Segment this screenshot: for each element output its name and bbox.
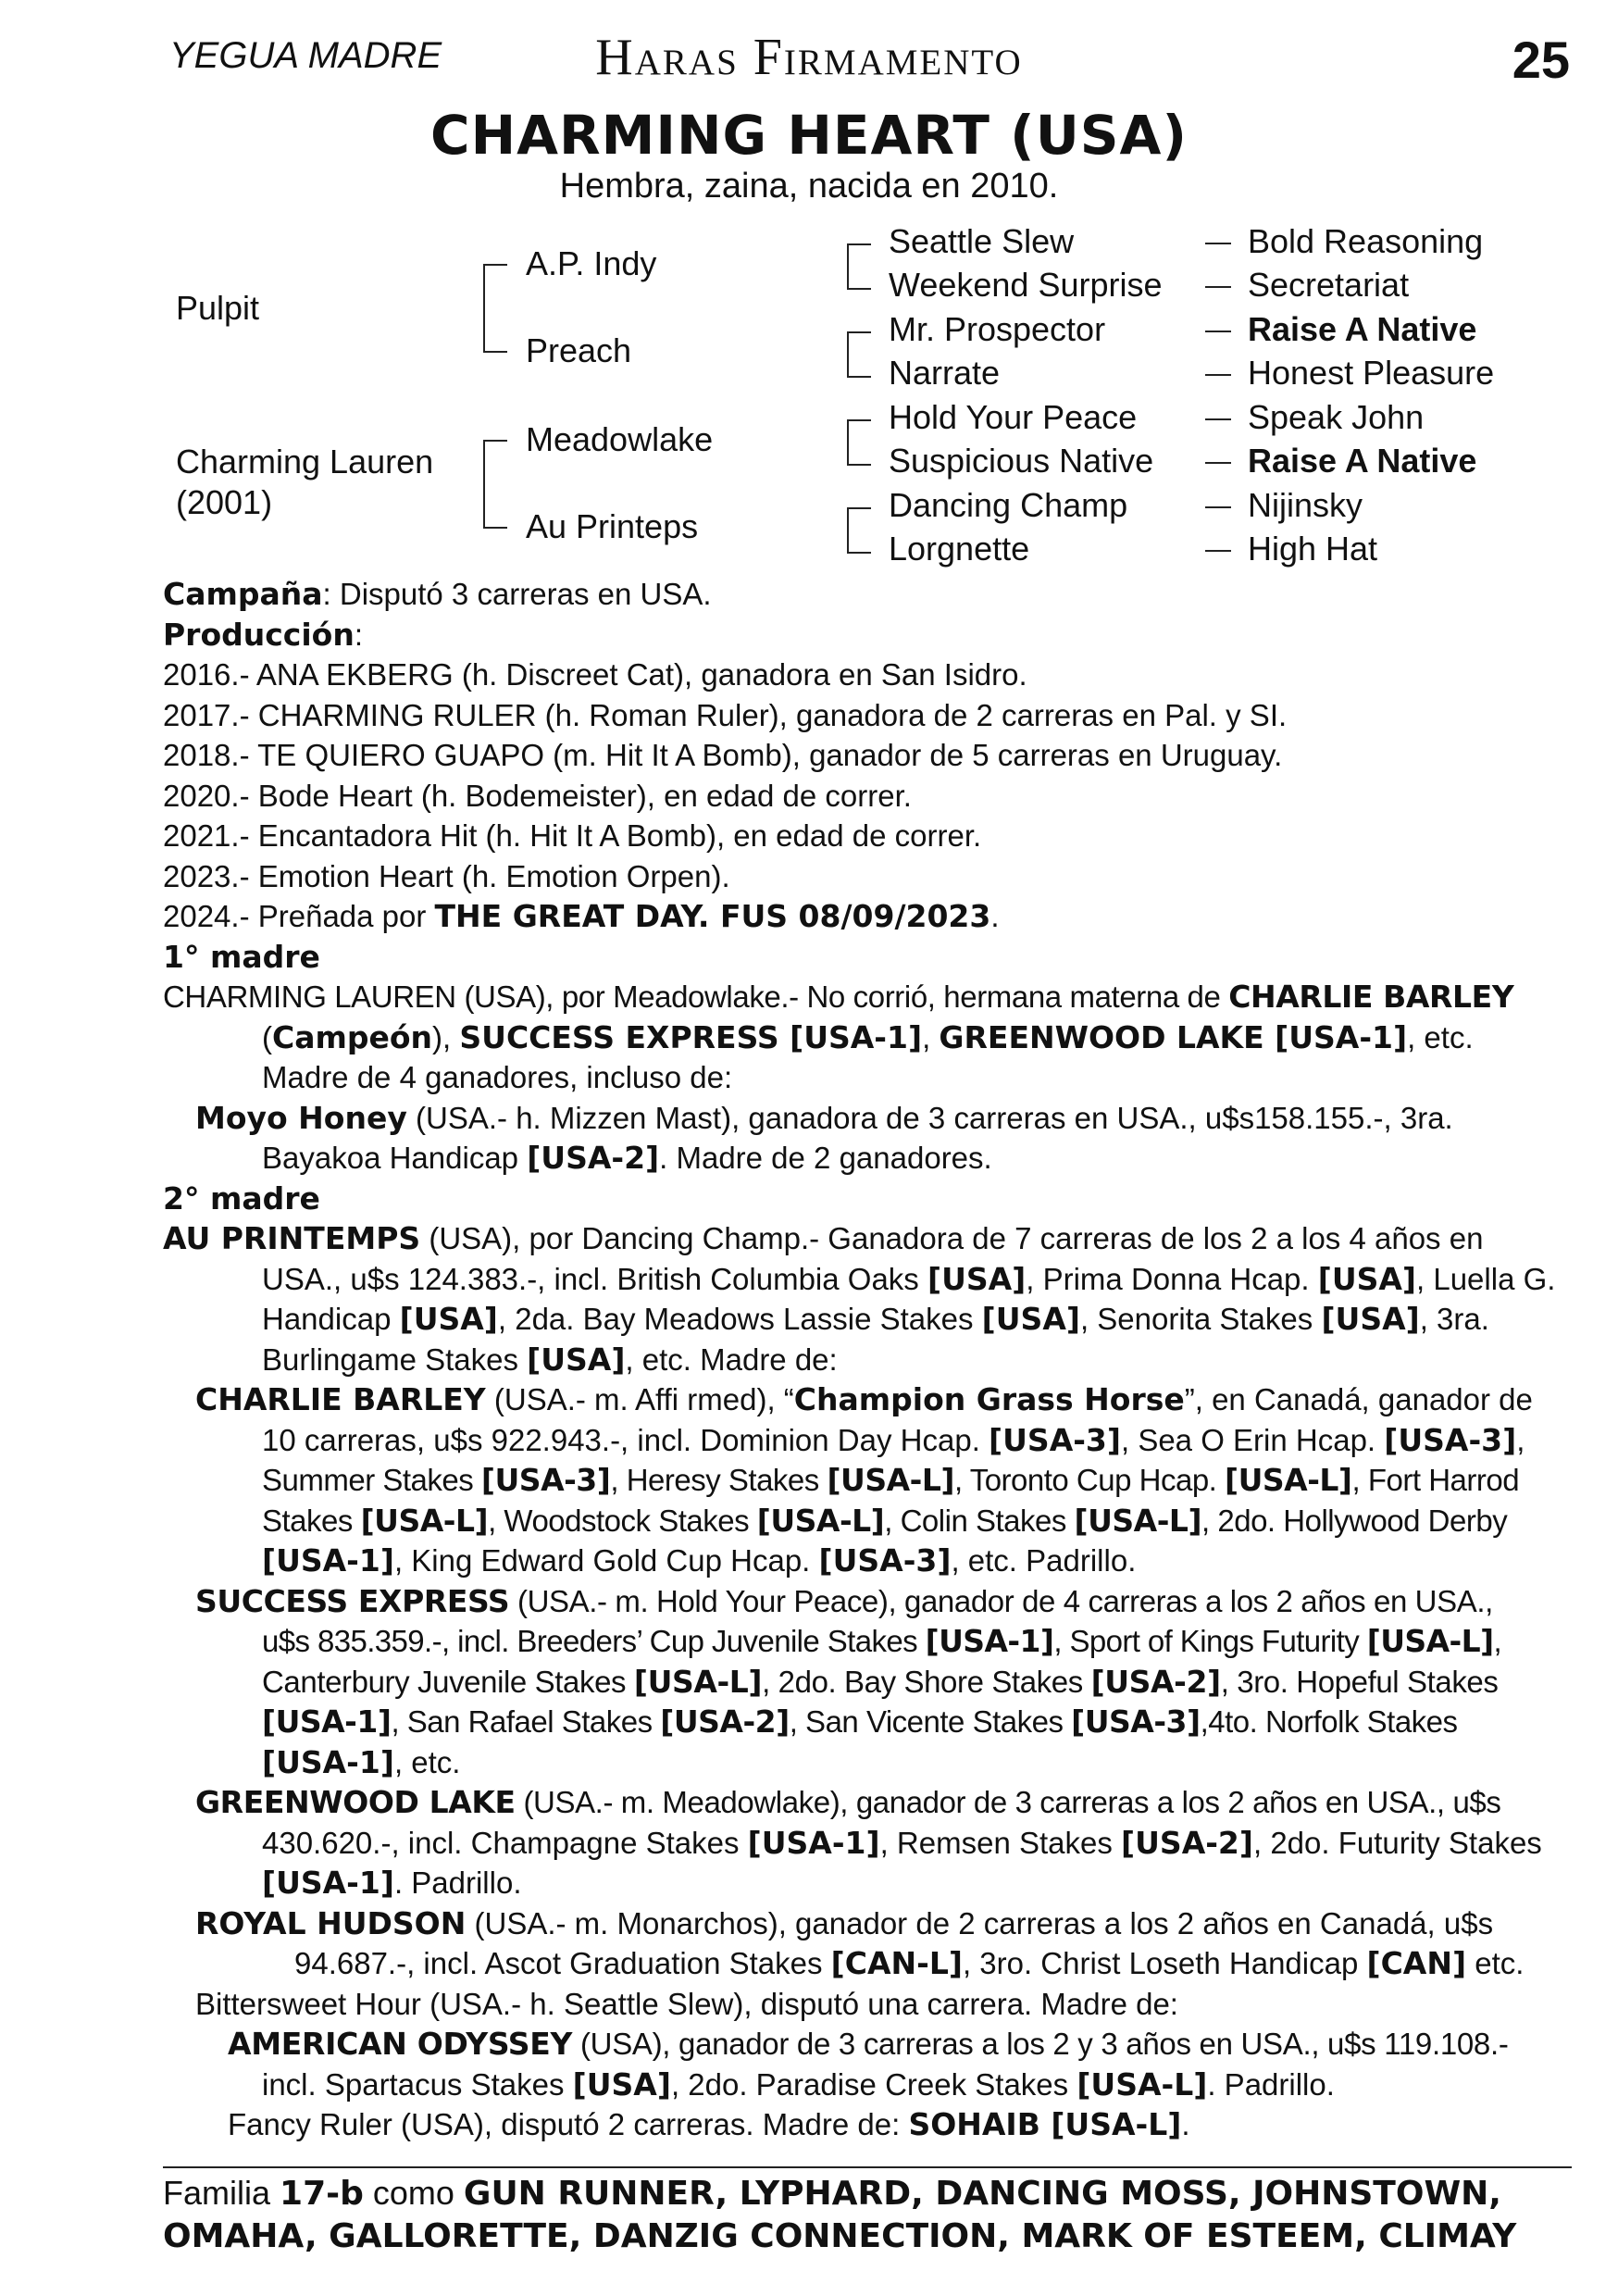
pedigree-bracket — [483, 264, 507, 353]
text: , 2do. Futurity Stakes — [1252, 1825, 1542, 1860]
text: Summer Stakes — [262, 1463, 481, 1497]
footer-line: OMAHA, GALLORETTE, DANZIG CONNECTION, MARK OF ESTEEM, CLIMAY — [163, 2217, 1517, 2255]
text: ( — [262, 1019, 272, 1054]
category-label: YEGUA MADRE — [169, 35, 442, 76]
bold-text: [USA-L] — [1074, 1502, 1202, 1539]
text-line — [163, 1340, 1579, 1380]
text: ,4to. Norfolk Stakes — [1200, 1704, 1458, 1739]
text-line — [163, 1702, 1579, 1742]
pedigree-g3: Narrate — [889, 354, 1001, 392]
bold-text: [CAN-L] — [830, 1945, 963, 1981]
pedigree-g3: Weekend Surprise — [889, 266, 1163, 304]
bold-text: [USA] — [572, 2065, 671, 2103]
bold-text: ROYAL HUDSON — [195, 1904, 467, 1941]
pedigree-dash — [1205, 286, 1231, 288]
text: (USA), por Dancing Champ.- Ganadora de 7 carreras de los 2 a los 4 años en — [420, 1221, 1484, 1255]
text: ”, en Canadá, ganador de — [1184, 1382, 1533, 1416]
text: , Fort Harrod — [1351, 1463, 1520, 1497]
text-line: Bittersweet Hour (USA.- h. Seattle Slew), disputó una carrera. Madre de: — [195, 1986, 1178, 2021]
bold-text: [USA] — [1321, 1301, 1420, 1337]
text: . Padrillo. — [393, 1866, 522, 1900]
text: , Heresy Stakes — [610, 1463, 828, 1497]
bold-text: AMERICAN ODYSSEY — [228, 2026, 573, 2062]
pedigree-g3: Hold Your Peace — [889, 398, 1138, 436]
text: , Remsen Stakes — [879, 1825, 1122, 1860]
bold-text: [USA-3] — [989, 1421, 1121, 1458]
bold-text: [USA-L] — [360, 1502, 489, 1539]
bold-text: [USA-3] — [1071, 1703, 1201, 1740]
pedigree-dash — [1205, 418, 1231, 420]
text-line — [163, 2104, 1579, 2145]
pedigree-dash — [1205, 462, 1231, 464]
bold-text: [USA-L] — [633, 1663, 763, 1700]
horse-description: Hembra, zaina, nacida en 2010. — [559, 167, 1059, 206]
bold-text: [USA-L] — [1366, 1623, 1494, 1659]
bold-text: [CAN] — [1366, 1945, 1467, 1981]
text: 10 carreras, u$s 922.943.-, incl. Dominion Day Hcap. — [262, 1422, 989, 1457]
text-line — [163, 1782, 1579, 1823]
bold-text: [USA-1] — [747, 1824, 880, 1861]
text: . — [1181, 2107, 1190, 2141]
production-item: 2021.- Encantadora Hit (h. Hit It A Bomb), en edad de correr. — [163, 818, 982, 853]
bold-text: [USA-1] — [262, 1542, 394, 1578]
text: , — [1516, 1422, 1525, 1457]
pedigree-g3: Dancing Champ — [889, 486, 1128, 524]
text-line — [163, 1420, 1579, 1461]
pedigree-g3: Mr. Prospector — [889, 310, 1106, 348]
production-item: 2023.- Emotion Heart (h. Emotion Orpen). — [163, 858, 730, 893]
text: . Madre de 2 ganadores. — [659, 1141, 992, 1175]
second-dam-heading: 2° madre — [163, 1179, 320, 1217]
text: (USA.- h. Mizzen Mast), ganadora de 3 carreras en USA., u$s158.155.-, 3ra. — [406, 1100, 1453, 1135]
text: , etc. — [393, 1744, 461, 1779]
text-line — [163, 1460, 1579, 1501]
pedigree-dash — [1205, 550, 1231, 552]
pedigree-g4: Bold Reasoning — [1248, 222, 1484, 260]
text: , Colin Stakes — [884, 1503, 1075, 1538]
pedigree-g4: Nijinsky — [1248, 486, 1363, 524]
footer-divider — [163, 2166, 1572, 2168]
bold-text: [USA-3] — [1384, 1421, 1517, 1458]
text: USA., u$s 124.383.-, incl. British Columbia Oaks — [262, 1261, 927, 1296]
text-line — [163, 1138, 1579, 1179]
pedigree-g4: Raise A Native — [1248, 310, 1477, 348]
text: Burlingame Stakes — [262, 1341, 528, 1377]
text: , etc. Padrillo. — [951, 1543, 1137, 1578]
text: , Woodstock Stakes — [488, 1503, 757, 1538]
text: , Sea O Erin Hcap. — [1120, 1422, 1385, 1457]
bold-text: [USA] — [527, 1341, 626, 1378]
bold-text: [USA] — [927, 1260, 1027, 1297]
bold-text: [USA-2] — [1090, 1663, 1221, 1700]
text: , San Vicente Stakes — [789, 1704, 1072, 1739]
text-line — [163, 1581, 1579, 1622]
pedigree-g2: Meadowlake — [526, 420, 714, 458]
production-item: 2018.- TE QUIERO GUAPO (m. Hit It A Bomb), ganador de 5 carreras en Uruguay. — [163, 738, 1283, 772]
text-line — [163, 2065, 1579, 2105]
bold-text: [USA-L] — [1077, 2065, 1208, 2103]
text: Fancy Ruler (USA), disputó 2 carreras. Madre de: — [228, 2107, 909, 2141]
text-line — [163, 1017, 1579, 1058]
pedigree-dam: Charming Lauren — [176, 443, 434, 480]
bold-text: Moyo Honey — [195, 1099, 407, 1136]
text: , 2do. Hollywood Derby — [1201, 1503, 1508, 1538]
text: , 2do. Paradise Creek Stakes — [670, 2066, 1077, 2102]
bold-text: Campeón — [272, 1018, 433, 1055]
text: (USA.- m. Affi rmed), “ — [485, 1382, 794, 1416]
bold-text: [USA-1] — [262, 1743, 394, 1780]
text: , Prima Donna Hcap. — [1026, 1261, 1318, 1296]
text: etc. — [1466, 1946, 1525, 1980]
text: (USA.- m. Monarchos), ganador de 2 carreras a los 2 años en Canadá, u$s — [466, 1905, 1494, 1940]
pedigree-dash — [1205, 331, 1231, 332]
bold-text: GUN RUNNER, LYPHARD, DANCING MOSS, JOHNSTOWN, — [463, 2175, 1501, 2213]
bold-text: THE GREAT DAY. FUS 08/09/2023 — [434, 898, 991, 934]
bold-text: [USA-1] — [925, 1623, 1054, 1659]
text-line — [163, 2024, 1579, 2065]
pedigree-g4: Secretariat — [1248, 266, 1410, 304]
text: 94.687.-, incl. Ascot Graduation Stakes — [294, 1946, 831, 1980]
text-line — [163, 1098, 1579, 1139]
text: , 3ro. Christ Loseth Handicap — [962, 1946, 1367, 1980]
pedigree-bracket — [847, 243, 871, 290]
text-line — [163, 1903, 1579, 1944]
pedigree-dash — [1205, 243, 1231, 244]
text: , — [922, 1019, 940, 1054]
bold-text: Champion Grass Horse — [793, 1381, 1185, 1417]
text-line — [163, 1501, 1579, 1541]
text-line — [163, 1863, 1579, 1903]
bold-text: AU PRINTEMPS — [163, 1220, 421, 1256]
production-item: 2017.- CHARMING RULER (h. Roman Ruler), ganadora de 2 carreras en Pal. y SI. — [163, 697, 1288, 732]
text: u$s 835.359.-, incl. Breeders’ Cup Juvenile Stakes — [262, 1624, 926, 1658]
bold-text: SOHAIB [USA-L] — [908, 2106, 1182, 2142]
bold-text: [USA-L] — [756, 1502, 885, 1539]
pedigree-bracket — [847, 507, 871, 554]
text-line — [163, 1943, 1579, 1984]
pedigree-g3: Seattle Slew — [889, 222, 1075, 260]
production-item: 2020.- Bode Heart (h. Bodemeister), en edad de correr. — [163, 778, 912, 813]
pedigree-g4: High Hat — [1248, 530, 1378, 568]
text: , 2do. Bay Shore Stakes — [762, 1664, 1091, 1699]
bold-text: [USA-1] — [262, 1703, 392, 1740]
production-colon: : — [354, 617, 364, 652]
production-item: 2016.- ANA EKBERG (h. Discreet Cat), ganadora en San Isidro. — [163, 657, 1027, 692]
pedigree-g4: Speak John — [1248, 398, 1425, 436]
bold-text: [USA] — [981, 1301, 1080, 1337]
text: , etc. Madre de: — [625, 1341, 838, 1377]
bold-text: [USA-L] — [1225, 1462, 1352, 1498]
text-line — [163, 1218, 1579, 1259]
bold-text: CHARLIE BARLEY — [195, 1381, 486, 1417]
page-number: 25 — [1512, 31, 1570, 89]
bold-text: GREENWOOD LAKE — [195, 1784, 516, 1820]
bold-text: SUCCESS EXPRESS [USA-1] — [459, 1018, 923, 1055]
text: 430.620.-, incl. Champagne Stakes — [262, 1825, 748, 1860]
text: Bayakoa Handicap — [262, 1141, 528, 1175]
first-dam-heading: 1° madre — [163, 938, 320, 975]
stud-name: Haras Firmamento — [595, 29, 1023, 86]
bold-text: [USA-L] — [827, 1462, 954, 1498]
pedigree-bracket — [483, 440, 507, 529]
bold-text: SUCCESS EXPRESS — [195, 1582, 510, 1619]
text: , King Edward Gold Cup Hcap. — [393, 1543, 819, 1578]
pedigree-sire: Pulpit — [176, 289, 260, 327]
text: , San Rafael Stakes — [391, 1704, 661, 1739]
text: Canterbury Juvenile Stakes — [262, 1664, 634, 1699]
text: , Senorita Stakes — [1079, 1302, 1322, 1336]
text: , 3ra. — [1419, 1302, 1489, 1336]
bold-text: [USA-1] — [262, 1865, 394, 1901]
text: , etc. — [1407, 1019, 1474, 1054]
text: , Toronto Cup Hcap. — [953, 1463, 1226, 1497]
production-label: Producción — [163, 616, 355, 653]
text: (USA), ganador de 3 carreras a los 2 y 3 años en USA., u$s 119.108.- — [572, 2027, 1509, 2061]
text-line — [163, 1742, 1579, 1783]
text: , 3ro. Hopeful Stakes — [1220, 1664, 1499, 1699]
body-text — [163, 574, 1579, 2145]
bold-text: [USA-2] — [1121, 1824, 1253, 1861]
pedigree-g3: Lorgnette — [889, 530, 1030, 568]
text: 2024.- Preñada por — [163, 899, 435, 933]
bold-text: [USA-3] — [480, 1462, 611, 1498]
production-item — [163, 896, 1579, 937]
pedigree-g4: Raise A Native — [1248, 442, 1477, 480]
bold-text: GREENWOOD LAKE [USA-1] — [939, 1018, 1408, 1055]
campaign-text: : Disputó 3 carreras en USA. — [322, 577, 712, 611]
text-line — [163, 1621, 1579, 1662]
text-line: Madre de 4 ganadores, incluso de: — [262, 1060, 733, 1094]
text: . Padrillo. — [1207, 2066, 1335, 2102]
production-heading — [163, 615, 1579, 655]
text: como — [363, 2174, 464, 2212]
campaign-line — [163, 574, 1579, 615]
bold-text: [USA] — [1317, 1260, 1417, 1297]
pedigree-bracket — [847, 331, 871, 378]
family-number: 17-b — [280, 2175, 364, 2213]
horse-name: CHARMING HEART (USA) — [430, 104, 1188, 167]
text-line — [163, 1823, 1579, 1864]
pedigree-g3: Suspicious Native — [889, 442, 1154, 480]
footer — [163, 2172, 1516, 2258]
text: Familia — [163, 2174, 280, 2212]
pedigree-dash — [1205, 506, 1231, 508]
text: (USA.- m. Hold Your Peace), ganador de 4 carreras a los 2 años en USA., — [509, 1583, 1493, 1618]
pedigree-g2: A.P. Indy — [526, 244, 657, 282]
text: , 2da. Bay Meadows Lassie Stakes — [497, 1302, 982, 1336]
text: (USA.- m. Meadowlake), ganador de 3 carreras a los 2 años en USA., u$s — [515, 1785, 1501, 1819]
text: Handicap — [262, 1302, 400, 1336]
text-line — [163, 1662, 1579, 1703]
text: . — [990, 899, 1000, 933]
text-line — [163, 1259, 1579, 1300]
pedigree-g2: Preach — [526, 331, 632, 369]
footer-line — [163, 2172, 1516, 2215]
text: , — [1493, 1624, 1502, 1658]
text: Stakes — [262, 1503, 361, 1538]
bold-text: [USA-3] — [818, 1542, 952, 1578]
text: , Sport of Kings Futurity — [1053, 1624, 1367, 1658]
campaign-label: Campaña — [163, 576, 323, 612]
pedigree-g4: Honest Pleasure — [1248, 354, 1495, 392]
text-line — [163, 1299, 1579, 1340]
pedigree-dash — [1205, 374, 1231, 376]
pedigree-g2: Au Printeps — [526, 507, 699, 545]
pedigree-bracket — [847, 419, 871, 466]
text-line — [163, 1541, 1579, 1581]
text-line — [163, 977, 1579, 1017]
text: incl. Spartacus Stakes — [262, 2066, 573, 2102]
pedigree-dam-year: (2001) — [176, 483, 273, 521]
text-line — [163, 1379, 1579, 1420]
text: CHARMING LAUREN (USA), por Meadowlake.- No corrió, hermana materna de — [163, 980, 1229, 1014]
bold-text: [USA] — [399, 1301, 498, 1337]
text: ), — [432, 1019, 460, 1054]
text: , Luella G. — [1416, 1261, 1556, 1296]
bold-text: CHARLIE BARLEY — [1228, 979, 1514, 1015]
bold-text: [USA-2] — [527, 1140, 660, 1176]
bold-text: [USA-2] — [660, 1703, 790, 1740]
